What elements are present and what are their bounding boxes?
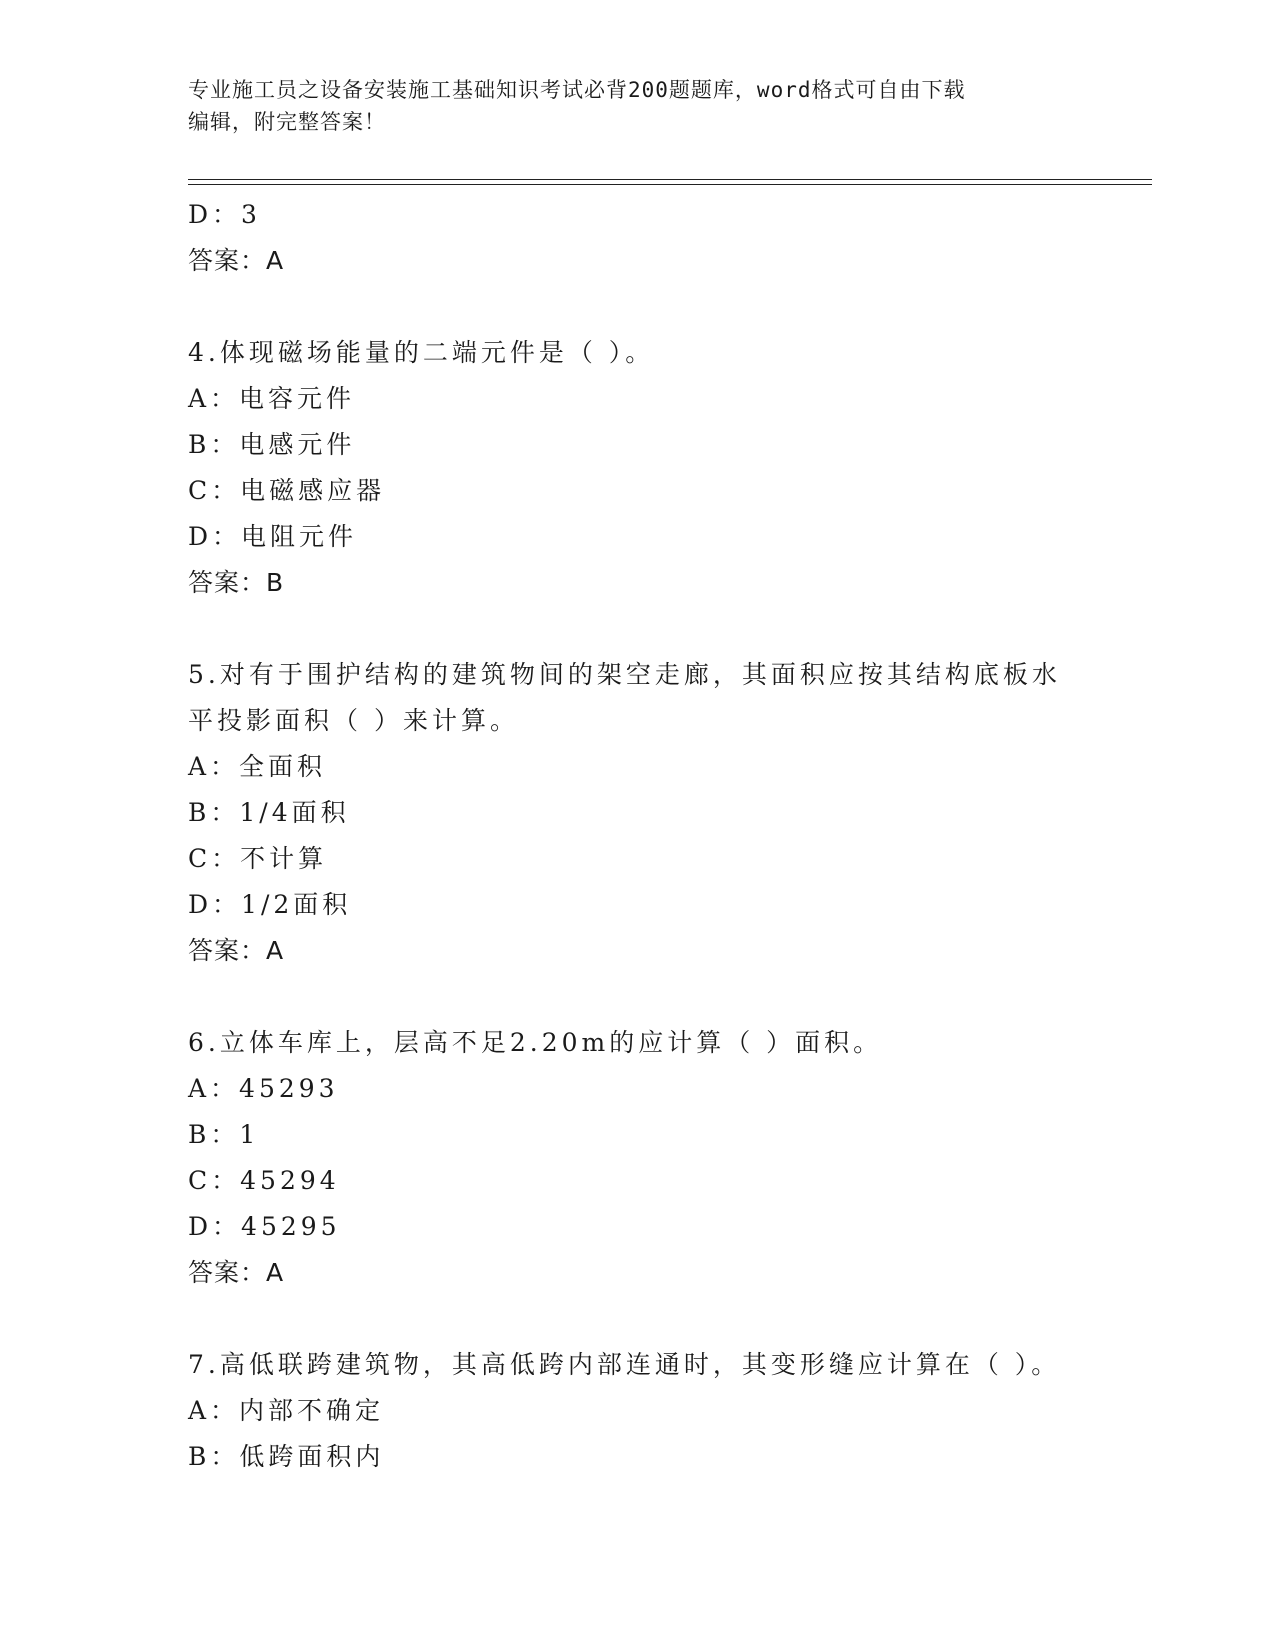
question-stem-line-1: 5.对有于围护结构的建筑物间的架空走廊，其面积应按其结构底板水 — [188, 660, 1061, 689]
question-spacer — [188, 1296, 1152, 1342]
option-d: D：1/2面积 — [188, 890, 352, 919]
question-6 — [188, 1020, 1152, 1296]
option-a: A：全面积 — [188, 752, 327, 781]
option-d: D：电阻元件 — [188, 522, 358, 551]
option-a: A：电容元件 — [188, 384, 356, 413]
header-divider-bottom — [188, 184, 1152, 185]
document-header — [188, 74, 1088, 138]
option-c: C：45294 — [188, 1166, 340, 1195]
answer-line: 答案：A — [188, 936, 285, 965]
question-7 — [188, 1342, 1152, 1480]
answer-line: 答案：B — [188, 568, 285, 597]
question-stem-line-2: 平投影面积（ ）来计算。 — [188, 706, 519, 735]
option-c: C：电磁感应器 — [188, 476, 386, 505]
question-spacer — [188, 284, 1152, 330]
question-stem: 7.高低联跨建筑物，其高低跨内部连通时，其变形缝应计算在（ ）。 — [188, 1350, 1061, 1379]
option-d: D：3 — [188, 200, 261, 229]
option-b: B：1/4面积 — [188, 798, 350, 827]
answer-line: 答案：A — [188, 1258, 285, 1287]
question-spacer — [188, 974, 1152, 1020]
header-title-line-1: 专业施工员之设备安装施工基础知识考试必背200题题库，word格式可自由下载 — [188, 78, 966, 102]
option-b: B：1 — [188, 1120, 260, 1149]
question-4 — [188, 330, 1152, 606]
answer-line: 答案：A — [188, 246, 285, 275]
option-c: C：不计算 — [188, 844, 328, 873]
question-stem: 6.立体车库上，层高不足2.20m的应计算（ ）面积。 — [188, 1028, 883, 1057]
question-stem: 4.体现磁场能量的二端元件是（ ）。 — [188, 338, 655, 367]
option-d: D：45295 — [188, 1212, 341, 1241]
option-a: A：内部不确定 — [188, 1396, 385, 1425]
header-title-line-2: 编辑，附完整答案！ — [188, 110, 386, 134]
option-b: B：低跨面积内 — [188, 1442, 385, 1471]
question-5 — [188, 652, 1152, 974]
question-spacer — [188, 606, 1152, 652]
option-b: B：电感元件 — [188, 430, 356, 459]
question-list — [188, 192, 1152, 1480]
option-a: A：45293 — [188, 1074, 339, 1103]
header-divider-top — [188, 179, 1152, 180]
